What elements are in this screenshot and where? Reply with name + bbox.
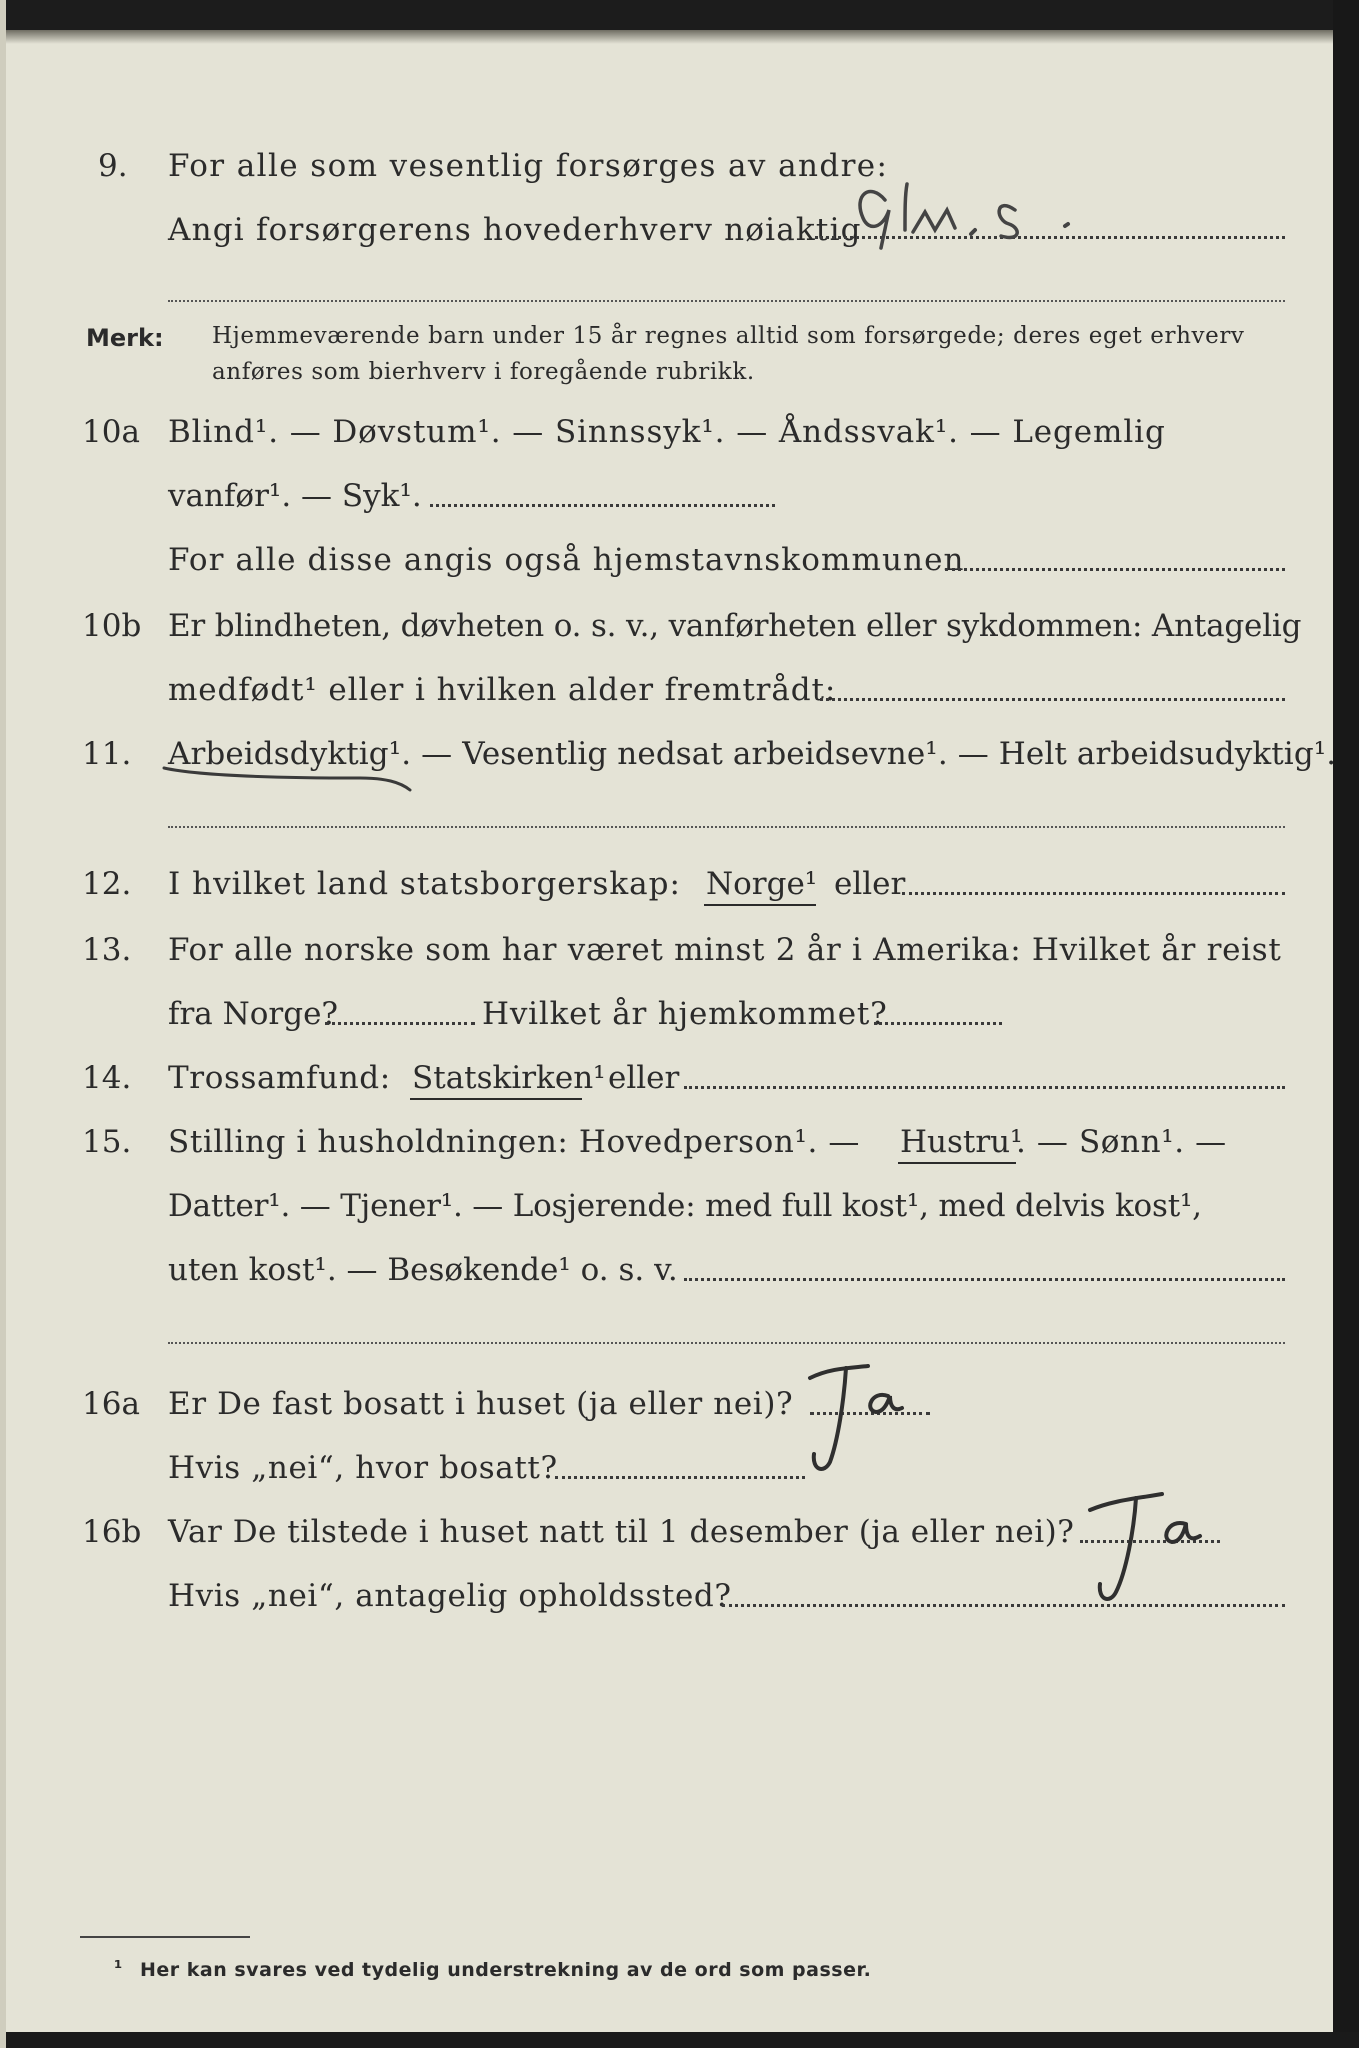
merk-line1: Hjemmeværende barn under 15 år regnes alltid som forsørgede; deres eget erhverv — [212, 323, 1245, 349]
q10a-syk-line — [430, 504, 775, 507]
q10a-line2: vanfør¹. — Syk¹. — [168, 478, 422, 514]
scan-border-bottom — [0, 2032, 1359, 2048]
q12-country-line — [902, 892, 1285, 895]
q11-number: 11. — [82, 736, 132, 772]
q14-trossamfund-line — [684, 1086, 1285, 1089]
q16b-number: 16b — [82, 1514, 142, 1550]
q15-number: 15. — [82, 1124, 132, 1160]
q16b-handwritten-ja — [1070, 1480, 1220, 1610]
q15-line1c: . — Sønn¹. — — [1016, 1124, 1227, 1160]
q12-line1: I hvilket land statsborgerskap: — [168, 866, 681, 902]
q15-line1a: Stilling i husholdningen: Hovedperson¹. — — [168, 1124, 860, 1160]
q16a-line1: Er De fast bosatt i huset (ja eller nei)? — [168, 1386, 794, 1422]
q9-number: 9. — [98, 148, 128, 184]
q12-tail: eller — [834, 866, 906, 902]
merk-line2: anføres som bierhverv i foregående rubrikk. — [212, 359, 755, 385]
q14-tail: eller — [608, 1060, 680, 1096]
q16a-number: 16a — [82, 1386, 140, 1422]
q12-underline — [704, 904, 816, 906]
q9-handwritten-answer — [845, 170, 1085, 250]
q15-line3: uten kost¹. — Besøkende¹ o. s. v. — [168, 1252, 678, 1288]
q14-number: 14. — [82, 1060, 132, 1096]
q13-hjem-line — [874, 1022, 1002, 1025]
q13-line2b: Hvilket år hjemkommet? — [482, 996, 888, 1032]
footnote-mark: ¹ — [114, 1957, 123, 1979]
q10b-line1: Er blindheten, døvheten o. s. v., vanførheten eller sykdommen: Antagelig — [168, 608, 1302, 644]
q10b-age-line — [820, 698, 1285, 701]
q14-label: Trossamfund: — [168, 1060, 391, 1096]
q16a-bosatt-line — [555, 1476, 805, 1479]
q9-extra-line — [168, 300, 1285, 302]
paper-edge — [0, 0, 6, 2048]
q9-line1: For alle som vesentlig forsørges av andre: — [168, 148, 889, 184]
q10a-line3: For alle disse angis også hjemstavnskommunen — [168, 542, 965, 578]
q15-line2: Datter¹. — Tjener¹. — Losjerende: med full kost¹, med delvis kost¹, — [168, 1188, 1202, 1224]
q16a-handwritten-ja — [790, 1350, 920, 1480]
q15-option-hustru: Hustru¹ — [900, 1124, 1023, 1160]
q13-line1: For alle norske som har været minst 2 år i Amerika: Hvilket år reist — [168, 932, 1282, 968]
q9-line2: Angi forsørgerens hovederhverv nøiaktig — [168, 212, 862, 248]
q10b-line2: medfødt¹ eller i hvilken alder fremtrådt: — [168, 672, 837, 708]
scan-border-right — [1333, 0, 1359, 2048]
q12-option-norge: Norge¹ — [706, 866, 818, 902]
footnote-text: Her kan svares ved tydelig understrekning av de ord som passer. — [140, 1959, 872, 1981]
footnote-rule — [80, 1936, 250, 1938]
scan-border-top — [0, 0, 1359, 30]
q10b-number: 10b — [82, 608, 142, 644]
q11-extra-line — [168, 826, 1285, 828]
q15-underline — [898, 1162, 1016, 1164]
q14-option-statskirken: Statskirken¹ — [412, 1060, 606, 1096]
q10a-line1: Blind¹. — Døvstum¹. — Sinnssyk¹. — Åndssvak¹. — Legemlig — [168, 414, 1166, 450]
q13-reist-line — [325, 1022, 475, 1025]
q14-underline — [410, 1098, 582, 1100]
q10a-kommune-line — [945, 568, 1285, 571]
scan-shadow — [0, 30, 1359, 44]
q10a-number: 10a — [82, 414, 140, 450]
q13-number: 13. — [82, 932, 132, 968]
q15-extra-line — [168, 1342, 1285, 1344]
q16b-line1: Var De tilstede i huset natt til 1 desember (ja eller nei)? — [168, 1514, 1075, 1550]
q12-number: 12. — [82, 866, 132, 902]
q11-handwritten-underline — [160, 756, 420, 796]
q16b-opholdssted-line — [722, 1604, 1285, 1607]
q16b-line2: Hvis „nei“, antagelig opholdssted? — [168, 1578, 732, 1614]
q13-line2a: fra Norge? — [168, 996, 339, 1032]
merk-label: Merk: — [86, 324, 164, 352]
q11-line1: Arbeidsdyktig¹. — Vesentlig nedsat arbeidsevne¹. — Helt arbeidsudyktig¹. — [168, 736, 1337, 772]
q16a-line2: Hvis „nei“, hvor bosatt? — [168, 1450, 558, 1486]
q15-line3-fill — [684, 1278, 1285, 1281]
